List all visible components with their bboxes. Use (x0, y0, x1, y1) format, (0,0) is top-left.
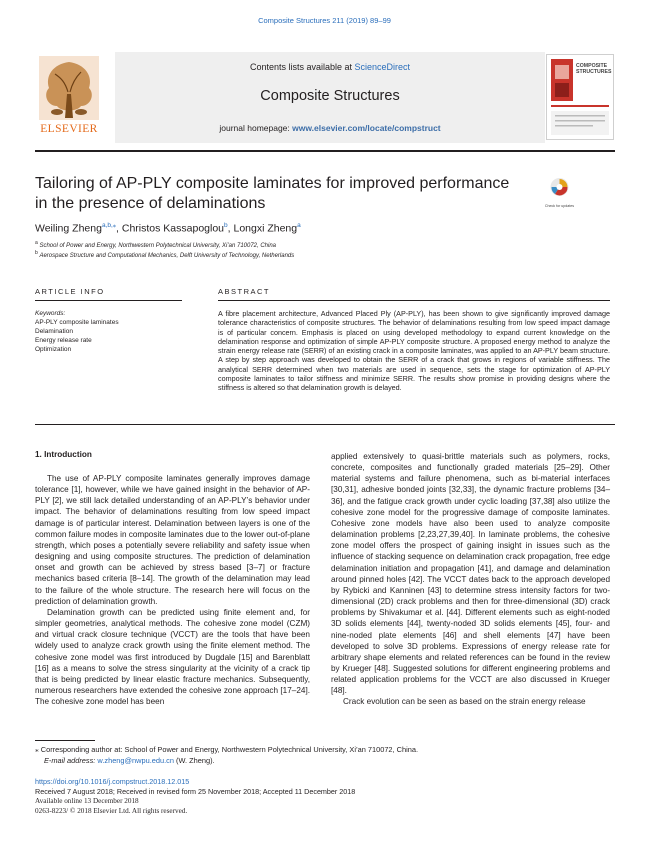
email-label: E-mail address: (44, 756, 98, 765)
left-column (35, 473, 310, 707)
paragraph: Crack evolution can be seen as based on the strain energy release (343, 697, 586, 707)
cover-title-2: STRUCTURES (576, 69, 612, 75)
author-name[interactable]: Weiling Zheng (35, 222, 102, 235)
author-sup[interactable]: a (297, 222, 301, 229)
contents-line (115, 62, 545, 72)
email-suffix: (W. Zheng). (173, 756, 215, 765)
keyword-item: AP-PLY composite laminates (35, 319, 119, 326)
author-name[interactable]: Longxi Zheng (233, 222, 298, 235)
author-list (35, 221, 301, 235)
keyword-item: Energy release rate (35, 337, 92, 344)
abstract-text: A fibre placement architecture, Advanced Placed Ply (AP-PLY), has been shown to give significantly improved damage tolerance characteristics of composite structures. The behavior of delaminations resulting from low speed impact damage is of particular concern. Emphasis is placed on using developed methodology to expand current knowledge on the delamination response and optimization of simple AP-PLY composite structure. A proposed energy method to analyze the strain energy release rate (SERR) of an existing crack in a composite laminates, was applied to an AP-PLY beam structure. A step by step approach was developed to obtain the SERR of a crack that grows in regions of variable stiffness. The analytical SERR determined when two materials are used in sequence, sets the stage for optimization of AP-PLY composite laminates to tailor stiffness and minimize SERR. The results show promise in providing designs where the stiffness is altered so that delamination growth is delayed. (218, 309, 610, 393)
author-sup[interactable]: b (224, 222, 228, 229)
affiliation-text: School of Power and Energy, Northwestern Polytechnical University, Xi’an 710072, China (39, 243, 277, 249)
keyword-item: Optimization (35, 346, 72, 353)
journal-citation[interactable]: Composite Structures 211 (2019) 89–99 (258, 16, 391, 25)
affiliation-text: Aerospace Structure and Computational Mechanics, Delft University of Technology, Netherlands (39, 253, 295, 259)
homepage-link[interactable]: www.elsevier.com/locate/compstruct (292, 123, 441, 133)
article-info-rule (35, 300, 182, 301)
introduction-heading: 1. Introduction (35, 450, 92, 459)
footnote-rule (35, 740, 95, 741)
check-updates-icon (543, 177, 576, 199)
journal-banner (35, 52, 615, 145)
abstract-heading: ABSTRACT (218, 287, 271, 296)
email-line (44, 756, 215, 766)
homepage-prefix: journal homepage: (219, 123, 293, 133)
affiliation-b (35, 250, 294, 259)
keyword-item: Delamination (35, 328, 73, 335)
journal-homepage (115, 123, 545, 133)
front-matter-rule (35, 424, 615, 425)
cover-title-1: COMPOSITE (576, 63, 608, 69)
contents-prefix: Contents lists available at (249, 62, 355, 72)
affiliation-marker: a (35, 240, 38, 246)
author-sup[interactable]: a,b,⁎ (101, 222, 117, 229)
available-online: Available online 13 December 2018 (35, 797, 139, 805)
article-title: Tailoring of AP-PLY composite laminates for improved performance in the presence of delaminations (35, 175, 510, 212)
sciencedirect-link[interactable]: ScienceDirect (354, 62, 411, 72)
received-dates: Received 7 August 2018; Received in revised form 25 November 2018; Accepted 11 December 2018 (35, 787, 356, 796)
article-info-heading: ARTICLE INFO (35, 287, 105, 296)
corresponding-author-note: ⁎ Corresponding author at: School of Power and Energy, Northwestern Polytechnical University, Xi’an 710072, China. (35, 745, 419, 754)
copyright: 0263-8223/ © 2018 Elsevier Ltd. All rights reserved. (35, 807, 188, 815)
paragraph: Delamination growth can be predicted using finite element and, for simpler geometries, analytical methods. The cohesive zone model (CZM) and virtual crack closure technique (VCCT) are the tools that have been widely used to analyze crack growth using the finite element method. The cohesive zone model was first introduced by Dugdale [15] and Barenblatt [16] as a means to solve the stress singularity at the vicinity of a crack tip that is being predicted by linear elastic fracture mechanics. Subsequently, numerous researchers have extended the cohesive zone approach [17–24]. The cohesive zone model has been (35, 607, 310, 707)
paragraph: The use of AP-PLY composite laminates generally improves damage tolerance [1], however, while we have gained insight in the behavior of AP-PLY [2], we still lack detailed understanding of an AP-PLY’s behavior under impact. The behavior of delaminations resulting from low speed impact damage is of particular interest. Delamination between layers is one of the common failure modes in composite laminates due to the lower out-of-plane strength, which poses a potentially severe reliability and safety issue when designing and using composite structures. The prediction of delamination onset and growth can be achieved by stress based [3–7] or fracture mechanics based criteria [8–14]. The growth of the delamination may lead to the failure of the whole structure. The research here will focus on the prediction of delamination growth. (35, 474, 310, 606)
affiliation-marker: b (35, 250, 38, 256)
check-for-updates-badge[interactable] (543, 177, 576, 207)
abstract-rule (218, 300, 610, 301)
check-updates-label: Check for updates (544, 204, 575, 208)
journal-cover-thumbnail[interactable] (546, 54, 614, 140)
doi-link[interactable]: https://doi.org/10.1016/j.compstruct.2018.12.015 (35, 777, 190, 786)
paragraph: applied extensively to quasi-brittle materials such as polymers, rocks, concrete, composites and functionally graded materials [25–29]. Other material systems and failure phenomena, such as bi-material interfaces [30,31], adhesive bonded joints [32,33], the dynamic fracture problems [34–36], and the fatigue crack growth under cyclic loading [37,38] also utilize the cohesive zone model for the progressive damage of composite laminates. Cohesive zone models have also been used to analyze composite delamination problems [2,23,27,39,40]. In laminate problems, the cohesive zone model offers the prospect of gaining insight in issues such as the influence of stacking sequence on delamination crack propagation, free edge delamination initiation and propagation [41], and damage and delamination around pinned holes [42]. The VCCT dates back to the approach developed by Rybicki and Kanninen [43] to determine stress intensity factors for two-dimensional (2D) crack problems and then for three-dimensional (3D) crack problems by Shivakumar et al. [44]. Different elements such as eight-noded 3D solids elements [44], twenty-noded 3D solids elements [45], four- and nine-noded plate elements [46] and shell elements [47] have been developed to solve 3D problems. Expressions of energy release rate for arbitrary shape elements and related references can be found in the review by Krueger [48]. Suggested solutions for different engineering problems and related application problems for the VCCT are also discussed in Krueger [48]. (331, 452, 610, 696)
author-name[interactable]: Christos Kassapoglou (121, 222, 225, 235)
publisher-wordmark[interactable]: ELSEVIER (40, 123, 98, 135)
author-separator: , (116, 222, 122, 235)
author-separator: , (227, 222, 234, 235)
email-link[interactable]: w.zheng@nwpu.edu.cn (97, 756, 174, 765)
keywords-label: Keywords: (35, 310, 66, 317)
banner-rule (35, 150, 615, 152)
right-column (331, 451, 610, 708)
banner-center (115, 52, 545, 143)
affiliation-a (35, 240, 276, 249)
journal-name: Composite Structures (260, 88, 400, 104)
